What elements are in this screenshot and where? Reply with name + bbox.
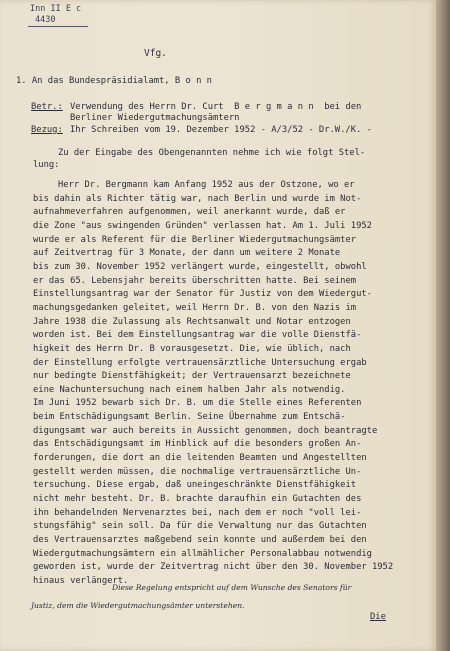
body-line: tersuchung. Diese ergab, daß uneingeschränkte Dienstfähigkeit [33,480,357,491]
registry-stamp-line2: 4430 [35,15,56,25]
body-line: gestellt werden müssen, die nochmalige vertrauensärztliche Un- [33,466,362,477]
body-line: hinaus verlängert. [33,575,129,586]
heading-vfg: Vfg. [144,48,167,59]
body-line: Jahre 1938 die Zulassung als Rechtsanwalt und Notar entzogen [33,316,351,327]
body-line: worden ist. Bei dem Einstellungsantrag war die volle Dienstfä- [33,330,362,341]
body-line: die Zone "aus swingenden Gründen" verlassen hat. Am 1. Juli 1952 [33,220,372,231]
body-line: machungsgedanken geleitet, weil Herrn Dr. B. von den Nazis im [33,302,357,313]
body-line: geworden ist, wurde der Zeitvertrag nicht über den 30. November 1952 [33,562,394,573]
body-line: auf Zeitvertrag für 3 Monate, der dann um weitere 2 Monate [33,248,341,259]
handwritten-note-line-2: Justiz, dem die Wiedergutmachungsämter unterstehen. [31,601,245,610]
address-line: 1. An das Bundespräsidialamt, B o n n [16,76,212,86]
body-line: stungsfähig" sein soll. Da für die Verwaltung nur das Gutachten [33,521,367,532]
betr-line-2: Berliner Wiedergutmachungsämtern [70,113,240,123]
body-line: wurde er als Referent für die Berliner Wiedergutmachungsämter [33,234,357,245]
body-line: bis dahin als Richter tätig war, nach Berlin und wurde im Not- [33,193,362,204]
body-line: Im Juni 1952 bewarb sich Dr. B. um die Stelle eines Referenten [33,398,362,409]
body-line: nur bedingte Dienstfähigkeit; der Vertrauensarzt bezeichnete [33,371,351,382]
body-line: bis zum 30. November 1952 verlängert wurde, eingestellt, obwohl [33,261,367,272]
body-line: higkeit des Herrn Dr. B vorausgesetzt. Die, wie üblich, nach [33,343,351,354]
intro-line: Zu der Eingabe des Obengenannten nehme ich wie folgt Stel- [58,148,366,158]
handwritten-note-line-1: Diese Regelung entspricht auf dem Wunsche des Senators für [112,583,352,592]
body-line: Wiedergutmachungsämtern ein allmählicher Personalabbau notwendig [33,548,372,559]
intro-line-2: lung: [33,160,60,170]
page-catchword: Die [370,612,386,622]
page-edge-shadow [436,0,450,651]
body-line: Herr Dr. Bergmann kam Anfang 1952 aus der Ostzone, wo er [58,180,355,190]
body-line: der Einstellung erfolgte vertrauensärztliche Untersuchung ergab [33,357,367,368]
registry-stamp-line1: Inn II E c [30,4,82,14]
body-line: nicht mehr besteht. Dr. B. brachte daraufhin ein Gutachten des [33,493,362,504]
body-line: digungsamt war auch bereits in Aussicht genommen, doch beantragte [33,425,378,436]
body-line: er das 65. Lebensjahr bereits überschritten hatte. Bei seinem [33,275,357,286]
body-line: beim Entschädigungsamt Berlin. Seine Übernahme zum Entschä- [33,412,346,423]
body-line: das Entschädigungsamt im Hinblick auf die besonders großen An- [33,439,362,450]
body-line: Einstellungsantrag war der Senator für Justiz von dem Wiedergut- [33,289,372,300]
betr-label: Betr.: [31,102,63,112]
body-line: forderungen, die dort an die leitenden Beamten und Angestellten [33,453,367,463]
body-line: ihn behandelnden Nervenarztes bei, nach dem er noch "voll lei- [33,507,362,518]
body-line: des Vertrauensarztes maßgebend sein konnte und außerdem bei den [33,534,367,545]
betr-line-1: Verwendung des Herrn Dr. Curt B e r g m a n n bei den [70,102,362,112]
bezug-label: Bezug: [31,125,63,135]
body-line: eine Nachuntersuchung nach einem halben Jahr als notwendig. [33,384,346,395]
bezug-text: Ihr Schreiben vom 19. Dezember 1952 - A/3/52 - Dr.W./K. - [70,125,372,135]
body-line: aufnahmeverfahren aufgenommen, weil anerkannt wurde, daß er [33,207,346,218]
